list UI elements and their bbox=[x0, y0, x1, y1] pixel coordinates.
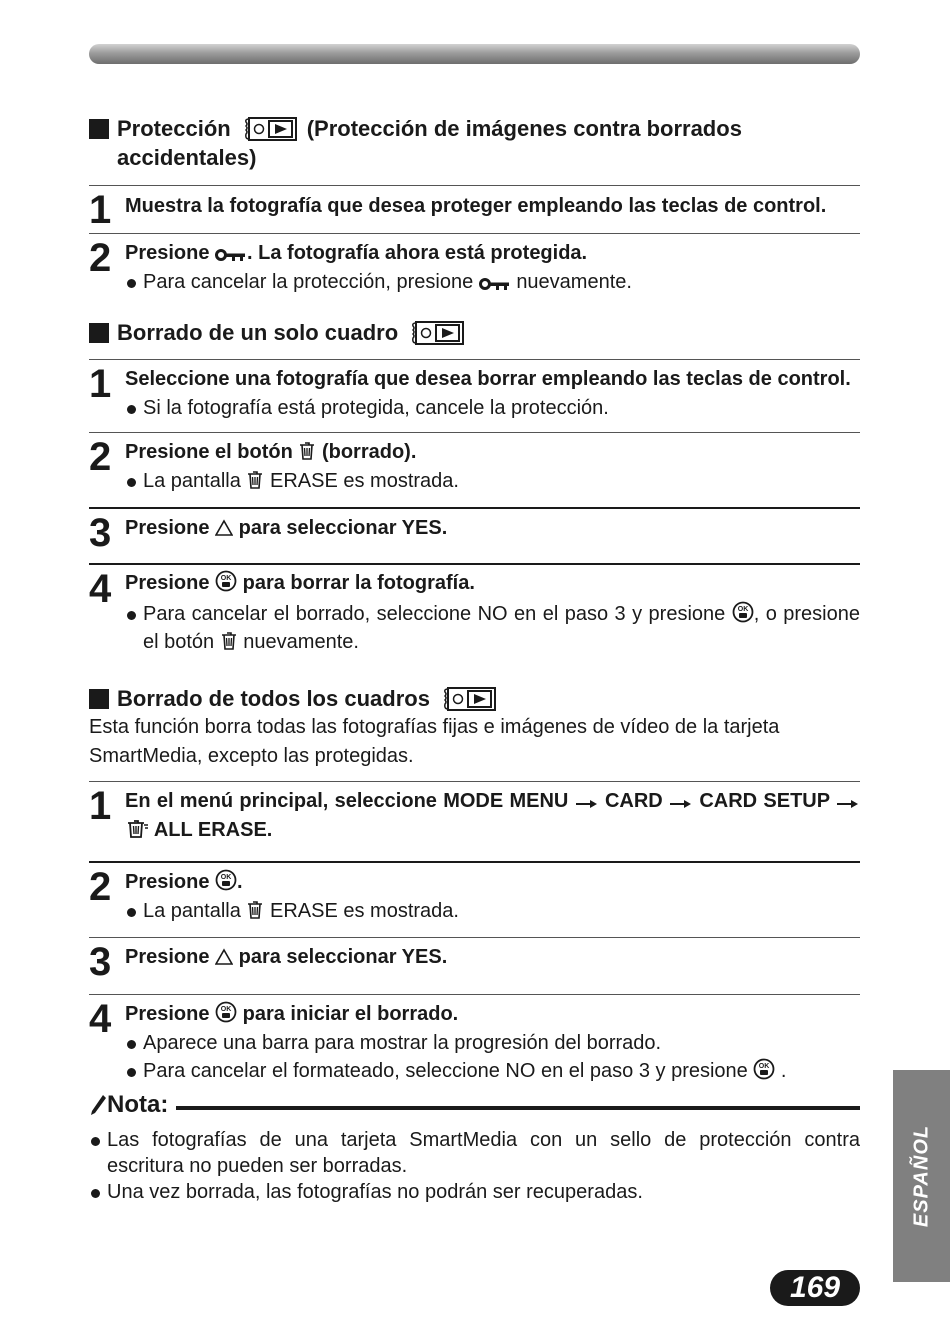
key-icon bbox=[215, 248, 247, 262]
svg-text:OK: OK bbox=[220, 1006, 232, 1013]
bullet-text: ERASE es mostrada. bbox=[270, 900, 459, 922]
step-2-borrado-solo bbox=[89, 433, 860, 507]
note-item: Las fotografías de una tarjeta SmartMedia con un sello de protección contra escritura no pueden ser borradas. bbox=[89, 1127, 860, 1179]
bullet-text: . bbox=[780, 1060, 787, 1082]
step-1-borrado-todos bbox=[89, 782, 860, 861]
step-3-borrado-solo bbox=[89, 509, 860, 563]
step-text-part: Presione bbox=[125, 572, 210, 594]
step-2-proteccion bbox=[89, 234, 860, 296]
arrow-right-icon bbox=[836, 798, 860, 810]
page-content bbox=[89, 114, 860, 1205]
section-title-borrado-solo bbox=[89, 318, 860, 347]
pencil-icon bbox=[89, 1094, 107, 1116]
step-text-part: Presione bbox=[125, 517, 210, 539]
intro-paragraph: Esta función borra todas las fotografías fijas e imágenes de vídeo de la tarjeta SmartMedia, excepto las protegidas. bbox=[89, 716, 780, 767]
step-text bbox=[125, 787, 860, 845]
step-text-part: para iniciar el borrado. bbox=[242, 1003, 459, 1025]
page-number: 169 bbox=[770, 1270, 860, 1306]
step-4-borrado-solo bbox=[89, 565, 860, 656]
svg-text:OK: OK bbox=[737, 606, 748, 613]
step-text-part: Presione bbox=[125, 871, 210, 893]
language-side-tab bbox=[893, 1070, 950, 1282]
step-number: 1 bbox=[89, 362, 112, 406]
trash-icon bbox=[298, 441, 316, 461]
language-label: ESPAÑOL bbox=[910, 1124, 932, 1228]
bullet bbox=[125, 1057, 860, 1085]
step-number: 1 bbox=[89, 784, 112, 828]
step-text-part: CARD SETUP bbox=[699, 790, 830, 812]
bullet-text: nuevamente. bbox=[243, 631, 359, 653]
svg-text:OK: OK bbox=[220, 575, 232, 582]
step-number: 2 bbox=[89, 865, 112, 909]
section-title-proteccion bbox=[89, 114, 860, 172]
bullet-text: ERASE es mostrada. bbox=[270, 470, 459, 492]
step-text-part: Presione bbox=[125, 946, 210, 968]
trash-icon bbox=[220, 631, 238, 651]
all-erase-icon bbox=[125, 819, 149, 839]
playback-mode-icon bbox=[245, 117, 297, 141]
bullet-text: La pantalla bbox=[143, 900, 241, 922]
bullet-text: La pantalla bbox=[143, 470, 241, 492]
square-bullet-icon bbox=[89, 323, 109, 343]
step-text-part: ALL ERASE. bbox=[153, 819, 273, 841]
step-text bbox=[125, 514, 860, 543]
bullet-text: Para cancelar la protección, presione bbox=[143, 271, 474, 293]
bullet: Si la fotografía está protegida, cancele la protección. bbox=[125, 394, 860, 422]
bullet-text: Para cancelar el borrado, seleccione NO en el paso 3 y presione bbox=[143, 603, 726, 625]
top-decorative-bar bbox=[89, 44, 860, 64]
playback-mode-icon bbox=[412, 321, 464, 345]
ok-button-icon bbox=[732, 601, 754, 623]
step-text-part: Presione el botón bbox=[125, 441, 293, 463]
step-number: 2 bbox=[89, 236, 112, 280]
section-subtitle: (Protección de imágenes contra borrados accidentales) bbox=[117, 116, 742, 170]
trash-icon bbox=[246, 900, 264, 920]
nota-header bbox=[89, 1091, 860, 1119]
step-text: Seleccione una fotografía que desea borrar empleando las teclas de control. bbox=[125, 368, 851, 390]
triangle-up-icon bbox=[215, 948, 233, 966]
step-text: Muestra la fotografía que desea proteger empleando las teclas de control. bbox=[125, 195, 827, 217]
step-text-part: . La fotografía ahora está protegida. bbox=[247, 242, 588, 264]
svg-text:OK: OK bbox=[759, 1063, 770, 1070]
ok-button-icon bbox=[215, 570, 237, 592]
arrow-right-icon bbox=[669, 798, 693, 810]
nota-label: Nota: bbox=[107, 1091, 169, 1118]
section-title-text: Protección bbox=[117, 116, 231, 141]
step-1-proteccion bbox=[89, 186, 860, 233]
step-text bbox=[125, 239, 860, 268]
ok-button-icon bbox=[215, 1001, 237, 1023]
bullet: Aparece una barra para mostrar la progresión del borrado. bbox=[125, 1029, 860, 1057]
bullet bbox=[125, 268, 860, 296]
step-1-borrado-solo bbox=[89, 360, 860, 432]
arrow-right-icon bbox=[575, 798, 599, 810]
bullet-text: Para cancelar el formateado, seleccione NO en el paso 3 y presione bbox=[143, 1060, 748, 1082]
section-title-borrado-todos bbox=[89, 684, 860, 713]
nota-rule bbox=[176, 1106, 860, 1110]
trash-icon bbox=[246, 470, 264, 490]
square-bullet-icon bbox=[89, 689, 109, 709]
step-text bbox=[125, 1000, 860, 1029]
ok-button-icon bbox=[753, 1058, 775, 1080]
step-number: 4 bbox=[89, 997, 112, 1041]
bullet-text: , o presione el botón bbox=[143, 603, 860, 653]
step-number: 3 bbox=[89, 511, 112, 555]
step-text bbox=[125, 868, 860, 897]
step-text-part: CARD bbox=[604, 790, 663, 812]
square-bullet-icon bbox=[89, 119, 109, 139]
step-text-part: para borrar la fotografía. bbox=[242, 572, 475, 594]
step-text-part: para seleccionar YES. bbox=[238, 946, 448, 968]
step-4-borrado-todos bbox=[89, 995, 860, 1085]
step-text-part: Presione bbox=[125, 1003, 210, 1025]
step-text bbox=[125, 943, 860, 972]
step-text bbox=[125, 569, 860, 598]
step-2-borrado-todos bbox=[89, 863, 860, 937]
bullet-text: nuevamente. bbox=[516, 271, 632, 293]
step-text-part: En el menú principal, seleccione MODE MENU bbox=[125, 790, 569, 812]
step-text-part: para seleccionar YES. bbox=[238, 517, 448, 539]
step-number: 3 bbox=[89, 940, 112, 984]
step-number: 4 bbox=[89, 567, 112, 611]
section-title-text: Borrado de todos los cuadros bbox=[117, 686, 430, 711]
bullet bbox=[125, 467, 860, 495]
triangle-up-icon bbox=[215, 519, 233, 537]
ok-button-icon bbox=[215, 869, 237, 891]
note-item: Una vez borrada, las fotografías no podrán ser recuperadas. bbox=[89, 1179, 860, 1205]
bullet bbox=[125, 897, 860, 925]
step-number: 2 bbox=[89, 435, 112, 479]
step-text bbox=[125, 438, 860, 467]
playback-mode-icon bbox=[444, 687, 496, 711]
key-icon bbox=[479, 277, 511, 291]
step-3-borrado-todos bbox=[89, 938, 860, 994]
step-text-part: (borrado). bbox=[321, 441, 417, 463]
step-text-part: Presione bbox=[125, 242, 210, 264]
step-number: 1 bbox=[89, 188, 112, 232]
section-title-text: Borrado de un solo cuadro bbox=[117, 320, 399, 345]
step-text-part: . bbox=[237, 871, 243, 893]
svg-text:OK: OK bbox=[220, 874, 232, 881]
bullet bbox=[125, 600, 860, 656]
